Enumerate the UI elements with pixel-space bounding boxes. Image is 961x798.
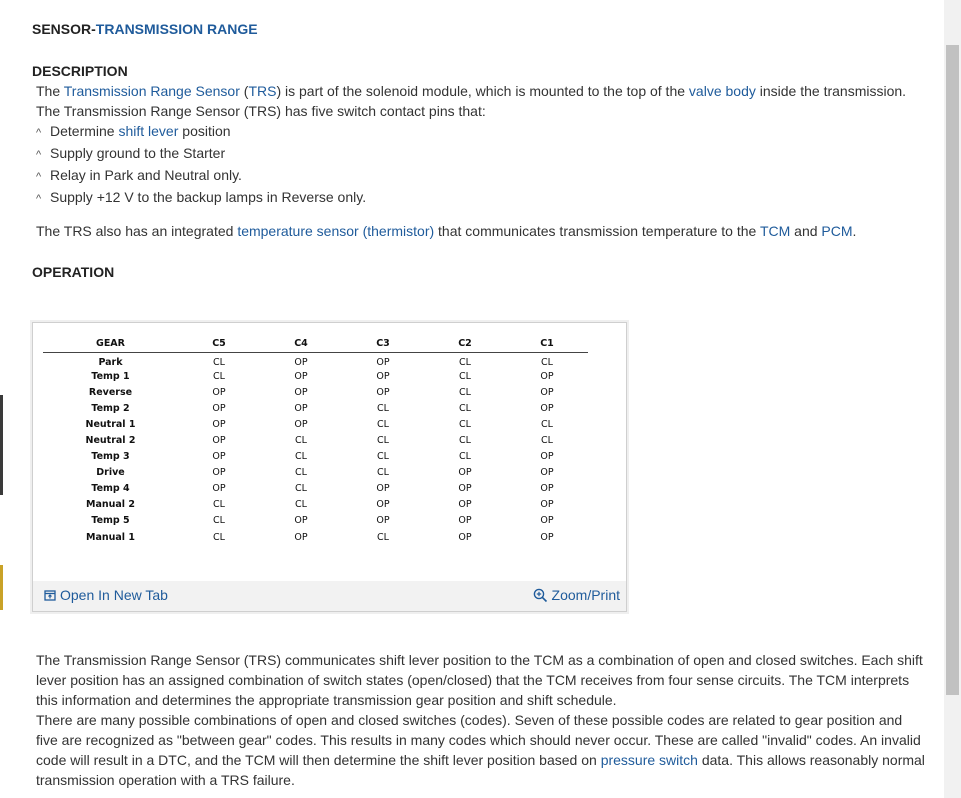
switch-state-cell: OP	[212, 418, 226, 430]
switch-state-cell: OP	[294, 515, 308, 527]
switch-state-cell: CL	[459, 402, 471, 414]
switch-state-cell: OP	[376, 386, 390, 398]
gear-cell: Park	[98, 356, 123, 368]
switch-state-cell: CL	[295, 467, 307, 479]
switch-state-cell: CL	[459, 386, 471, 398]
list-item: ^ Relay in Park and Neutral only.	[36, 165, 926, 187]
gear-cell: Neutral 2	[85, 435, 136, 447]
switch-state-cell: CL	[295, 499, 307, 511]
switch-state-cell: OP	[458, 483, 472, 495]
zoom-print-link[interactable]	[533, 587, 620, 603]
switch-state-cell: OP	[376, 356, 390, 368]
switch-state-cell: OP	[540, 451, 554, 463]
operation-paragraph-2: There are many possible combinations of open and closed switches (codes). Seven of these possible codes are related to gear position and five are recognized as "between gear" codes. This results in many codes which should never occur. These are called "invalid" codes. An invalid code will result in a DTC, and the TCM will then determine the shift lever position based on pressure switch data. This allows reasonably normal transmission operation with a TRS failure.	[36, 712, 925, 788]
table-row	[43, 432, 588, 448]
column-header: C1	[506, 335, 588, 352]
description-heading: DESCRIPTION	[32, 63, 128, 79]
operation-paragraph-1: The Transmission Range Sensor (TRS) communicates shift lever position to the TCM as a combination of open and closed switches. Each shift lever position has an assigned combination of switch states (open/closed) that the TCM receives from four sense circuits. The TCM interprets this information and determines the appropriate transmission gear position and shift schedule.	[36, 652, 923, 708]
switch-state-cell: OP	[540, 386, 554, 398]
zoom-print-label: Zoom/Print	[551, 587, 620, 603]
link-pressure-switch[interactable]: pressure switch	[600, 752, 698, 768]
list-item: ^ Supply ground to the Starter	[36, 143, 926, 165]
link-tcm[interactable]: TCM	[759, 223, 791, 239]
thermistor-paragraph: The TRS also has an integrated temperature sensor (thermistor) that communicates transmission temperature to the TCM and PCM.	[36, 223, 857, 239]
description-line-2: The Transmission Range Sensor (TRS) has five switch contact pins that:	[36, 103, 486, 119]
table-row	[43, 416, 588, 432]
switch-state-cell: OP	[458, 499, 472, 511]
gear-cell: Neutral 1	[85, 418, 136, 430]
operation-heading: OPERATION	[32, 264, 115, 280]
left-edge	[0, 0, 3, 798]
switch-state-cell: CL	[213, 356, 225, 368]
switch-state-cell: CL	[295, 435, 307, 447]
open-in-new-tab-label: Open In New Tab	[60, 587, 168, 603]
switch-state-cell: OP	[212, 435, 226, 447]
figure-footer	[33, 581, 626, 611]
switch-state-cell: OP	[212, 451, 226, 463]
switch-state-cell: CL	[541, 356, 553, 368]
column-header: C4	[260, 335, 342, 352]
switch-state-cell: CL	[459, 356, 471, 368]
switch-state-cell: OP	[212, 402, 226, 414]
table-row	[43, 368, 588, 384]
switch-state-cell: CL	[541, 418, 553, 430]
column-header: GEAR	[43, 335, 178, 352]
switch-state-cell: CL	[459, 370, 471, 382]
description-line-1: The Transmission Range Sensor (TRS) is part of the solenoid module, which is mounted to the top of the valve body inside the transmission.	[36, 83, 907, 99]
list-item: ^ Determine shift lever position	[36, 121, 926, 143]
gear-cell: Temp 4	[91, 483, 130, 495]
switch-state-cell: CL	[213, 499, 225, 511]
caret-icon: ^	[36, 149, 42, 161]
switch-state-cell: OP	[540, 402, 554, 414]
left-edge-gold-strip	[0, 565, 3, 610]
table-row	[43, 352, 588, 368]
gear-cell: Temp 3	[91, 451, 130, 463]
switch-state-cell: OP	[294, 386, 308, 398]
switch-state-cell: OP	[294, 531, 308, 543]
switch-state-cell: OP	[540, 531, 554, 543]
table-body	[43, 352, 588, 545]
switch-state-cell: OP	[376, 515, 390, 527]
switch-state-cell: CL	[213, 531, 225, 543]
switch-state-cell: CL	[459, 435, 471, 447]
title-prefix: SENSOR-	[32, 21, 96, 37]
link-shift-lever[interactable]: shift lever	[118, 123, 179, 139]
switch-state-cell: OP	[540, 467, 554, 479]
gear-cell: Temp 1	[91, 370, 130, 382]
switch-state-cell: OP	[458, 515, 472, 527]
column-header: C5	[178, 335, 260, 352]
caret-icon: ^	[36, 127, 42, 139]
switch-state-cell: CL	[459, 418, 471, 430]
switch-state-cell: CL	[295, 483, 307, 495]
zoom-in-icon	[533, 588, 548, 603]
link-transmission-range-sensor[interactable]: Transmission Range Sensor	[63, 83, 240, 99]
switch-state-cell: OP	[212, 467, 226, 479]
link-temperature-sensor[interactable]: temperature sensor (thermistor)	[237, 223, 435, 239]
switch-state-cell: CL	[295, 451, 307, 463]
gear-cell: Manual 1	[86, 531, 135, 543]
switch-state-cell: CL	[377, 402, 389, 414]
page-title	[32, 21, 258, 37]
switch-state-cell: OP	[212, 386, 226, 398]
table-row	[43, 497, 588, 513]
column-header: C2	[424, 335, 506, 352]
gear-cell: Drive	[96, 467, 125, 479]
scrollbar-thumb[interactable]	[946, 45, 959, 695]
left-edge-dark-strip	[0, 395, 3, 495]
gear-cell: Temp 2	[91, 402, 130, 414]
description-body	[36, 81, 926, 209]
new-tab-icon	[44, 589, 56, 601]
switch-state-cell: CL	[213, 515, 225, 527]
table-row	[43, 449, 588, 465]
switch-state-cell: CL	[377, 467, 389, 479]
switch-state-cell: OP	[540, 370, 554, 382]
switch-state-cell: OP	[212, 483, 226, 495]
switch-state-cell: OP	[294, 370, 308, 382]
table-header-row	[43, 335, 588, 352]
switch-state-cell: OP	[376, 499, 390, 511]
switch-state-cell: CL	[377, 435, 389, 447]
switch-state-cell: CL	[541, 435, 553, 447]
table-row	[43, 400, 588, 416]
switch-state-cell: OP	[376, 370, 390, 382]
switch-state-cell: CL	[213, 370, 225, 382]
table-row	[43, 384, 588, 400]
gear-cell: Reverse	[88, 386, 133, 398]
title-link[interactable]: TRANSMISSION RANGE	[95, 21, 258, 37]
gear-switch-figure	[32, 322, 627, 612]
gear-switch-table	[43, 335, 588, 545]
switch-state-cell: OP	[294, 418, 308, 430]
switch-state-cell: OP	[540, 483, 554, 495]
link-pcm[interactable]: PCM	[821, 223, 853, 239]
switch-state-cell: OP	[540, 499, 554, 511]
column-header: C3	[342, 335, 424, 352]
switch-state-cell: CL	[459, 451, 471, 463]
switch-state-cell: OP	[540, 515, 554, 527]
switch-state-cell: OP	[458, 467, 472, 479]
link-trs[interactable]: TRS	[248, 83, 277, 99]
switch-state-cell: CL	[377, 418, 389, 430]
vertical-scrollbar[interactable]	[944, 0, 961, 798]
gear-cell: Manual 2	[86, 499, 135, 511]
caret-icon: ^	[36, 171, 42, 183]
open-in-new-tab-link[interactable]	[44, 587, 168, 603]
link-valve-body[interactable]: valve body	[688, 83, 756, 99]
switch-state-cell: OP	[294, 402, 308, 414]
table-row	[43, 513, 588, 529]
table-row	[43, 481, 588, 497]
switch-state-cell: OP	[376, 483, 390, 495]
switch-state-cell: OP	[294, 356, 308, 368]
caret-icon: ^	[36, 193, 42, 205]
table-row	[43, 529, 588, 545]
list-item: ^ Supply +12 V to the backup lamps in Reverse only.	[36, 187, 926, 209]
switch-state-cell: CL	[377, 451, 389, 463]
switch-state-cell: CL	[377, 531, 389, 543]
gear-cell: Temp 5	[91, 515, 130, 527]
switch-state-cell: OP	[458, 531, 472, 543]
table-row	[43, 465, 588, 481]
